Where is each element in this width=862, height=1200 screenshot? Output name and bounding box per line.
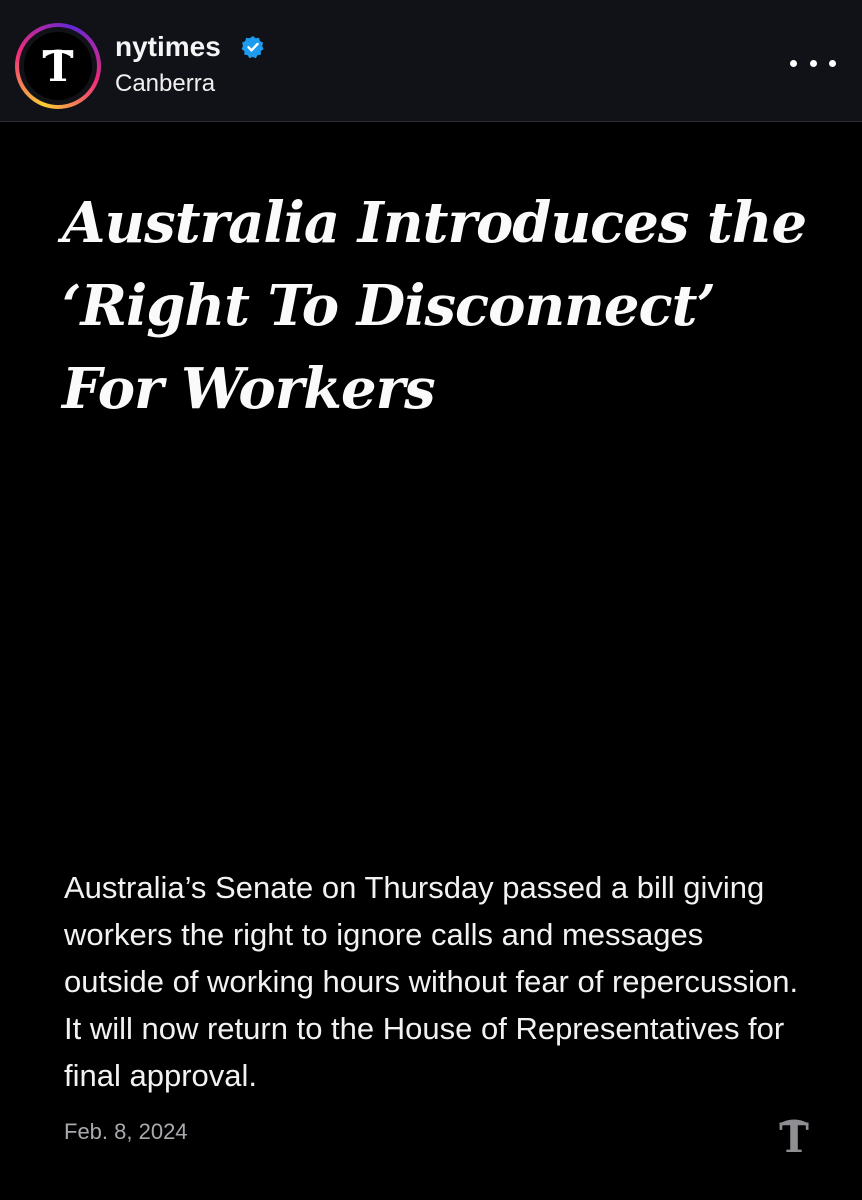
story-ring[interactable] xyxy=(15,23,101,109)
nyt-t-logo-icon xyxy=(772,1110,816,1160)
location-tag[interactable]: Canberra xyxy=(115,70,216,97)
nyt-t-logo-icon xyxy=(36,41,80,91)
post-header xyxy=(0,0,862,122)
verified-badge-icon xyxy=(241,35,265,59)
headline-line: Australia Introduces the xyxy=(62,190,807,256)
headline-line: ‘Right To Disconnect’ xyxy=(62,273,715,339)
article-summary: Australia’s Senate on Thursday passed a bill giving workers the right to ignore calls and messages outside of working hours without fear of repercussion. It will now return to the House of Representatives for final approval. xyxy=(64,870,799,1093)
headline xyxy=(62,182,822,431)
more-options-button[interactable] xyxy=(790,48,836,78)
headline-line: For Workers xyxy=(62,356,435,422)
more-options-icon xyxy=(790,60,797,67)
account-name[interactable]: nytimes xyxy=(115,31,221,62)
avatar[interactable] xyxy=(24,32,92,100)
svg-text:T: T xyxy=(42,42,74,91)
svg-text:T: T xyxy=(779,1115,809,1160)
publish-date: Feb. 8, 2024 xyxy=(64,1119,188,1144)
